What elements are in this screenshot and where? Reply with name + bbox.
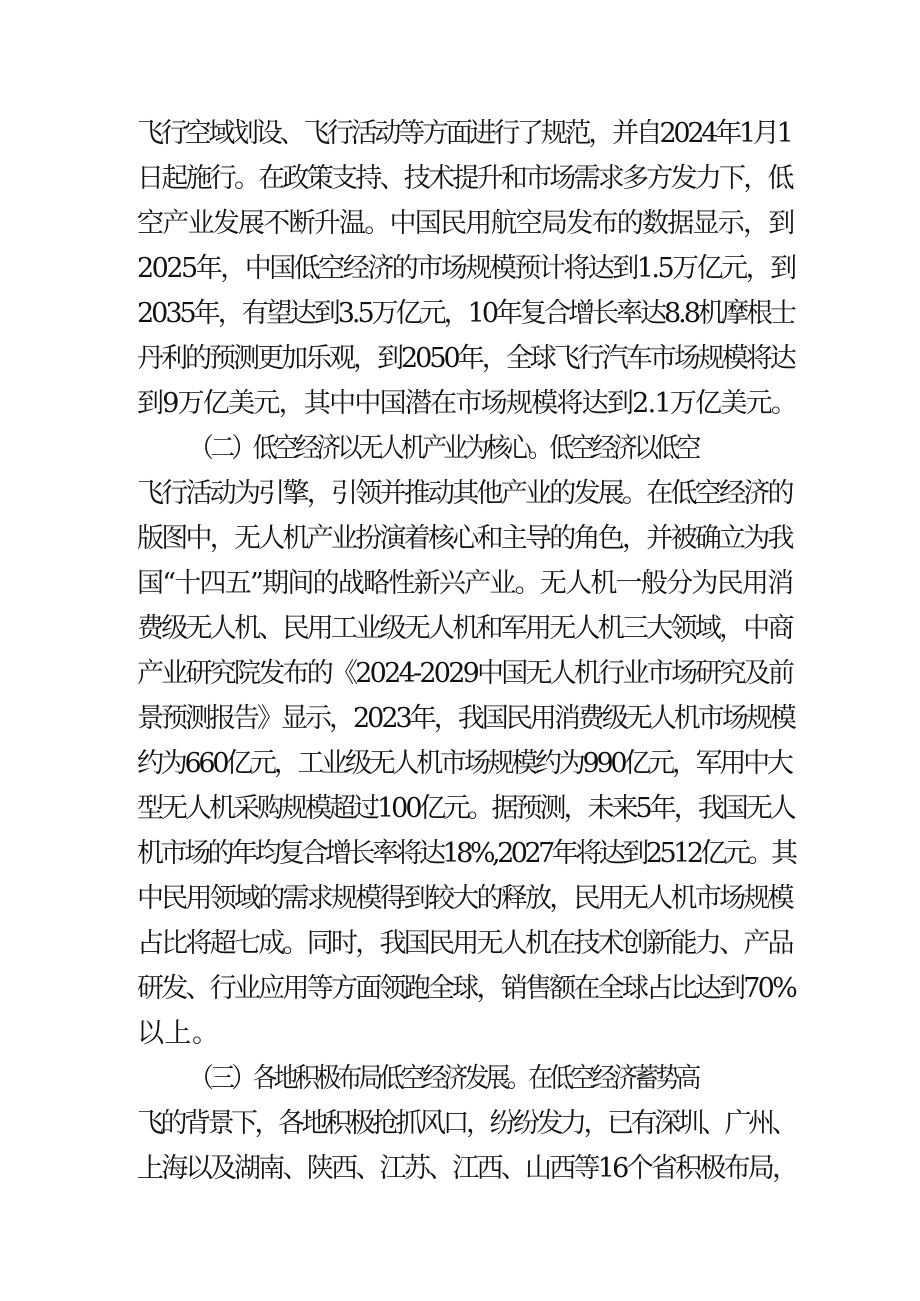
text-line: 飞行活动为引擎，引领并推动其他产业的发展。在低空经济的 <box>137 478 792 509</box>
text-line: 占比将超七成。同时，我国民用无人机在技术创新能力、产品 <box>137 928 792 959</box>
text-line: 飞的背景下，各地积极抢抓风口，纷纷发力，已有深圳、广州、 <box>137 1108 795 1139</box>
text-line: 版图中，无人机产业扮演着核心和主导的角色，并被确立为我 <box>137 523 792 554</box>
text-line: 以上。 <box>137 1018 220 1049</box>
text-line: 2025年，中国低空经济的市场规模预计将达到1.5万亿元，到 <box>137 253 795 284</box>
text-line: 产业研究院发布的《2024-2029中国无人机行业市场研究及前 <box>137 658 793 689</box>
text-line: 研发、行业应用等方面领跑全球，销售额在全球占比达到70% <box>137 973 796 1004</box>
text-line: 上海以及湖南、陕西、江苏、江西、山西等16个省积极布局， <box>137 1153 797 1184</box>
section-heading-line: （二）低空经济以无人机产业为核心。低空经济以低空 <box>189 433 698 464</box>
text-line: 型无人机采购规模超过100亿元。据预测，未来5年，我国无人 <box>137 793 794 824</box>
text-line: 中民用领域的需求规模得到较大的释放，民用无人机市场规模 <box>137 883 792 914</box>
text-line: 机市场的年均复合增长率将达18%,2027年将达到2512亿元。其 <box>137 838 795 869</box>
text-line: 丹利的预测更加乐观，到2050年，全球飞行汽车市场规模将达 <box>137 343 794 374</box>
section-heading-line: （三）各地积极布局低空经济发展。在低空经济蓄势高 <box>189 1063 698 1094</box>
text-line: 日起施行。在政策支持、技术提升和市场需求多方发力下，低 <box>137 163 792 194</box>
text-line: 空产业发展不断升温。中国民用航空局发布的数据显示，到 <box>137 208 794 239</box>
text-line: 约为660亿元，工业级无人机市场规模约为990亿元，军用中大 <box>137 748 791 779</box>
text-line: 到9万亿美元，其中中国潜在市场规模将达到2.1万亿美元。 <box>137 388 797 419</box>
text-line: 国“十四五”期间的战略性新兴产业。无人机一般分为民用消 <box>137 568 793 599</box>
text-line: 飞行空域划设、飞行活动等方面进行了规范，并自2024年1月1 <box>137 118 791 149</box>
text-line: 景预测报告》显示，2023年，我国民用消费级无人机市场规模 <box>137 703 794 734</box>
text-line: 2035年，有望达到3.5万亿元，10年复合增长率达8.8机摩根士 <box>137 298 794 329</box>
text-line: 费级无人机、民用工业级无人机和军用无人机三大领域，中商 <box>137 613 792 644</box>
